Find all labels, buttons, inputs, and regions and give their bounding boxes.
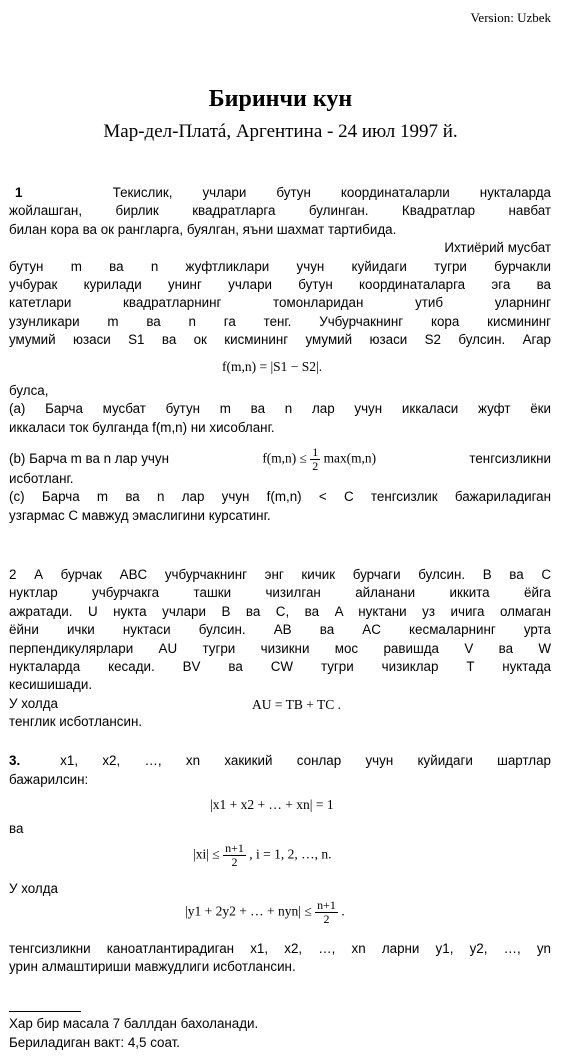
footer-points: Хар бир масала 7 баллдан бахоланади.	[9, 1016, 259, 1031]
formula-part: f(m,n) ≤	[262, 450, 307, 466]
problem-2-line: тенглик исботлансин.	[9, 714, 143, 730]
problem-1-line: умумий юзаси S1 ва ок кисмининг умумий юзаси S2 булсин. Агар	[9, 332, 551, 348]
fraction	[310, 446, 320, 473]
problem-1-part-c: узгармас C мавжуд эмаслигини курсатинг.	[9, 507, 271, 523]
problem-1-line: булса,	[9, 383, 49, 398]
fraction	[315, 899, 338, 926]
formula-part: |y1 + 2y2 + … + nyn| ≤	[185, 903, 312, 919]
problem-1-part-b-end: тенгсизликни	[469, 451, 551, 467]
problem-2-line: ажратади. U нукта учлари B ва C, ва A нуктани уз ичига олмаган	[9, 603, 551, 619]
problem-1-formula: f(m,n) = |S1 − S2|.	[222, 359, 323, 374]
version-label: Version: Uzbek	[470, 10, 551, 25]
fraction-denominator: 2	[231, 855, 238, 869]
problem-1-line: узунликари m ва n га тенг. Учбурчакнинг кора кисмининг	[9, 313, 551, 329]
problem-1-part-bc	[9, 470, 551, 525]
problem-3-formula-1: |x1 + x2 + … + xn| = 1	[210, 797, 334, 812]
problem-1-part-a: иккаласи ток булганда f(m,n) ни хисобланг.	[9, 419, 275, 435]
problem-1-line: билан кора ва ок рангларга, буялган, яъни шахмат тартибида.	[9, 221, 397, 237]
problem-2-line: ёйни ички нуктаси булсин. AB ва AC кесмаларнинг урта	[9, 622, 551, 638]
problem-1-line: катетлари квадратларнинг томонларидан утиб уларнинг	[9, 295, 551, 311]
problem-3-closing	[9, 940, 551, 977]
page-title: Биринчи кун	[208, 86, 353, 112]
problem-1-parts	[9, 382, 551, 437]
problem-2-line: 2 А бурчак ABC учбурчакнинг энг кичик бурчаги булсин. B ва C	[9, 567, 551, 582]
problem-3-uholda: У холда	[9, 881, 58, 896]
problem-1-line: учбурак курилади унинг учлари бутун координаталарга эга ва	[9, 277, 551, 293]
problem-1-text: Текислик, учлари бутун координаталарли нукталарда	[112, 185, 552, 200]
fraction-denominator: 2	[323, 912, 330, 926]
problem-1	[9, 184, 551, 350]
problem-3-line: бажарилсин:	[9, 772, 89, 787]
page-subtitle: Мар-дел-Платá, Аргентина - 24 июл 1997 й.	[103, 121, 458, 142]
problem-1-line: жойлашган, бирлик квадратларга булинган. Квадратлар навбат	[9, 203, 551, 219]
problem-2-line: кесишишади.	[9, 677, 93, 693]
problem-1-number: 1	[15, 185, 23, 200]
problem-1-part-c: (c) Барча m ва n лар учун f(m,n) < C тенгсизлик бажариладиган	[9, 489, 551, 505]
fraction-numerator: 1	[312, 445, 319, 459]
fraction	[223, 842, 246, 869]
problem-1-line: бутун m ва n жуфтликлари учун куйидаги тугри бурчакли	[9, 258, 551, 274]
fraction-numerator: n+1	[317, 898, 336, 912]
footer-time: Бериладиган вакт: 4,5 соат.	[9, 1035, 181, 1050]
formula-part: |xi| ≤	[193, 846, 220, 862]
fraction-denominator: 2	[312, 459, 319, 473]
fraction-numerator: n+1	[225, 841, 244, 855]
problem-1-part-b: исботланг.	[9, 471, 74, 486]
problem-1-line: Ихтиёрий мусбат	[444, 240, 551, 256]
problem-3-formula-2	[193, 842, 331, 869]
problem-3-formula-3	[185, 899, 345, 926]
problem-3-header	[9, 752, 551, 770]
problem-2-line: У холда	[9, 695, 58, 711]
problem-1-part-b-text: (b) Барча m ва n лар учун	[9, 451, 169, 467]
problem-3-line: урин алмаштириши мавжудлиги исботлансин.	[9, 959, 296, 975]
problem-1-part-a: (a) Барча мусбат бутун m ва n лар учун иккаласи жуфт ёки	[9, 401, 551, 417]
formula-part: .	[341, 903, 345, 919]
problem-1-part-b	[9, 446, 551, 473]
problem-3-line: тенгсизликни каноатлантирадиган x1, x2, …, xn ларни y1, y2, …, yn	[9, 941, 551, 956]
problem-3-va: ва	[9, 821, 24, 836]
problem-3-number: 3.	[9, 753, 21, 768]
problem-2-line: нукталарда кесади. BV ва CW тугри чизиклар T нуктада	[9, 659, 551, 675]
problem-3-line: x1, x2, …, xn хакикий сонлар учун куйидаги шартлар	[60, 753, 551, 768]
problem-2-formula: AU = TB + TC .	[252, 697, 341, 712]
formula-part: , i = 1, 2, …, n.	[249, 846, 332, 862]
problem-1-part-b-formula	[262, 446, 376, 473]
footnote-rule	[9, 1011, 81, 1012]
problem-2-line: перпендикулярлари AU тугри чизикни мос равишда V ва W	[9, 640, 551, 656]
problem-1-line	[9, 184, 551, 202]
formula-part: max(m,n)	[323, 450, 377, 466]
problem-2-line: нуктлар учбурчакга ташки чизилган айланани иккита ёйга	[9, 585, 551, 601]
